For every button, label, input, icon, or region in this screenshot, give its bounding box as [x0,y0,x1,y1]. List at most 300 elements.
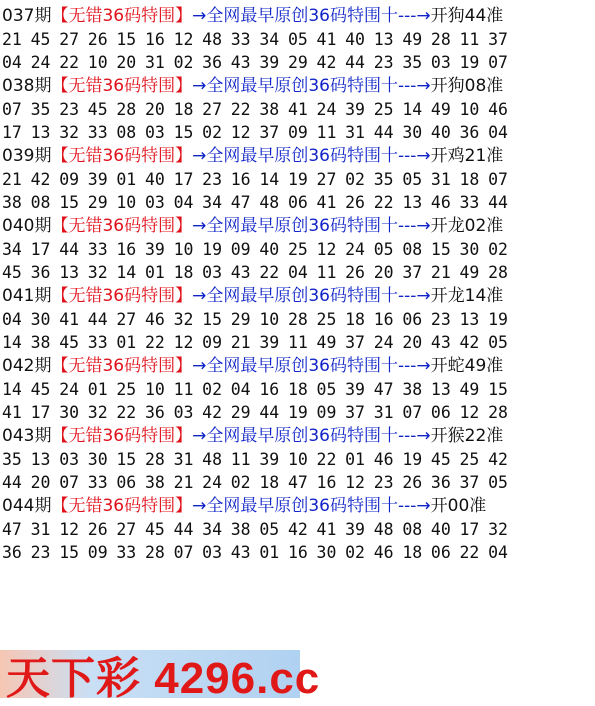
period-block [2,214,592,284]
number-cell: 39 [345,380,365,399]
number-cell: 15 [488,380,508,399]
number-cell: 18 [173,263,194,282]
number-cell: 28 [430,30,451,49]
period-number: 044期 [2,496,52,516]
number-cell: 04 [488,123,508,142]
number-cell: 36 [202,53,223,72]
number-cell: 10 [287,450,308,469]
number-row [2,378,592,401]
number-cell: 37 [259,123,280,142]
number-cell: 32 [173,310,194,329]
number-cell: 31 [345,123,365,142]
number-cell: 49 [402,30,423,49]
number-cell: 04 [2,53,22,72]
number-cell: 43 [230,543,251,562]
number-cell: 39 [345,520,365,539]
number-cell: 01 [87,380,108,399]
number-cell: 22 [230,100,251,119]
number-cell: 45 [30,30,51,49]
number-cell: 22 [459,543,480,562]
number-cell: 18 [345,310,365,329]
number-cell: 15 [173,123,194,142]
number-cell: 23 [59,100,80,119]
slogan-text: 【无错36码特围】 [51,146,193,166]
result-text: 开鸡21准 [430,146,504,166]
number-cell: 20 [373,263,394,282]
number-cell: 33 [116,543,137,562]
number-cell: 11 [459,30,480,49]
number-cell: 29 [287,53,308,72]
number-cell: 10 [87,53,108,72]
number-cell: 16 [287,543,308,562]
number-cell: 09 [230,240,251,259]
number-cell: 36 [430,473,451,492]
number-cell: 41 [316,30,337,49]
number-cell: 28 [144,543,165,562]
number-cell: 40 [345,30,365,49]
number-cell: 36 [2,543,22,562]
number-cell: 49 [459,380,480,399]
number-cell: 31 [430,170,451,189]
period-number: 041期 [2,286,52,306]
number-cell: 36 [459,123,480,142]
promo-text: →全网最早原创36码特围 [192,6,381,26]
slogan-text: 【无错36码特围】 [51,286,193,306]
number-cell: 12 [316,240,337,259]
number-cell: 13 [30,450,51,469]
document-body [2,4,592,564]
number-cell: 18 [259,473,280,492]
separator-arrow: 十---→ [380,356,431,376]
number-cell: 19 [488,310,508,329]
number-cell: 17 [2,123,22,142]
number-cell: 06 [430,543,451,562]
number-cell: 03 [59,450,80,469]
number-cell: 05 [373,240,394,259]
number-cell: 40 [259,240,280,259]
period-number: 039期 [2,146,52,166]
number-cell: 22 [373,193,394,212]
number-cell: 22 [59,53,80,72]
promo-text: →全网最早原创36码特围 [192,216,381,236]
number-cell: 37 [402,263,423,282]
number-cell: 27 [59,30,80,49]
number-cell: 05 [488,333,508,352]
number-cell: 28 [144,450,165,469]
number-cell: 38 [30,333,51,352]
number-cell: 18 [402,543,423,562]
number-cell: 09 [316,403,337,422]
number-cell: 02 [202,380,223,399]
number-row [2,98,592,121]
number-cell: 37 [345,403,365,422]
number-cell: 17 [459,520,480,539]
number-cell: 07 [2,100,22,119]
number-cell: 05 [287,30,308,49]
number-cell: 13 [402,193,423,212]
number-cell: 25 [459,450,480,469]
period-header [2,424,592,448]
number-cell: 42 [316,53,337,72]
number-cell: 12 [173,333,194,352]
number-cell: 27 [316,170,337,189]
number-cell: 02 [173,53,194,72]
number-cell: 25 [287,240,308,259]
number-cell: 01 [116,170,137,189]
number-cell: 07 [488,53,508,72]
slogan-text: 【无错36码特围】 [51,216,193,236]
period-header [2,354,592,378]
number-cell: 03 [202,263,223,282]
number-row [2,121,592,144]
number-cell: 46 [488,100,508,119]
number-cell: 39 [259,333,280,352]
number-cell: 09 [202,333,223,352]
slogan-text: 【无错36码特围】 [51,76,193,96]
number-cell: 40 [144,170,165,189]
number-cell: 15 [59,193,80,212]
number-cell: 30 [459,240,480,259]
number-cell: 19 [402,450,423,469]
number-cell: 21 [230,333,251,352]
number-cell: 25 [316,310,337,329]
number-cell: 39 [144,240,165,259]
number-cell: 20 [144,100,165,119]
number-cell: 19 [202,240,223,259]
number-cell: 44 [259,403,280,422]
number-cell: 29 [87,193,108,212]
number-cell: 34 [202,193,223,212]
number-cell: 21 [2,170,22,189]
number-cell: 22 [144,333,165,352]
number-cell: 32 [87,403,108,422]
period-block [2,74,592,144]
number-cell: 27 [116,520,137,539]
number-row [2,261,592,284]
number-cell: 41 [316,520,337,539]
number-cell: 47 [2,520,22,539]
number-cell: 03 [144,123,165,142]
number-cell: 16 [316,473,337,492]
number-cell: 19 [287,403,308,422]
number-cell: 39 [259,450,280,469]
number-cell: 45 [87,100,108,119]
number-cell: 17 [30,240,51,259]
number-cell: 14 [402,100,423,119]
separator-arrow: 十---→ [380,286,431,306]
number-cell: 01 [345,450,365,469]
number-cell: 47 [287,473,308,492]
slogan-text: 【无错36码特围】 [51,6,193,26]
number-cell: 25 [373,100,394,119]
number-cell: 02 [230,473,251,492]
number-cell: 35 [373,170,394,189]
number-cell: 24 [59,380,80,399]
number-cell: 16 [259,380,280,399]
number-cell: 33 [230,30,251,49]
number-cell: 38 [259,100,280,119]
number-cell: 24 [345,240,365,259]
promo-text: →全网最早原创36码特围 [192,146,381,166]
number-cell: 49 [459,263,480,282]
number-cell: 39 [345,100,365,119]
number-cell: 21 [173,473,194,492]
number-cell: 35 [2,450,22,469]
number-row [2,471,592,494]
number-cell: 26 [87,520,108,539]
number-cell: 42 [287,520,308,539]
period-header [2,74,592,98]
period-number: 042期 [2,356,52,376]
number-cell: 39 [259,53,280,72]
number-cell: 20 [402,333,423,352]
number-cell: 03 [430,53,451,72]
number-cell: 13 [373,30,394,49]
number-row [2,331,592,354]
number-cell: 49 [430,100,451,119]
period-number: 040期 [2,216,52,236]
number-cell: 13 [459,310,480,329]
number-cell: 41 [59,310,80,329]
promo-text: →全网最早原创36码特围 [192,76,381,96]
number-cell: 33 [87,333,108,352]
number-cell: 14 [116,263,137,282]
number-cell: 44 [59,240,80,259]
slogan-text: 【无错36码特围】 [51,426,193,446]
number-cell: 44 [488,193,508,212]
period-number: 043期 [2,426,52,446]
number-cell: 04 [230,380,251,399]
number-cell: 44 [345,53,365,72]
number-row [2,51,592,74]
number-cell: 15 [59,543,80,562]
number-cell: 31 [173,450,194,469]
number-cell: 24 [30,53,51,72]
number-cell: 20 [116,53,137,72]
number-cell: 25 [116,380,137,399]
number-cell: 15 [116,30,137,49]
number-cell: 39 [87,170,108,189]
number-cell: 35 [30,100,51,119]
number-cell: 28 [287,310,308,329]
number-cell: 35 [402,53,423,72]
number-cell: 26 [345,193,365,212]
number-cell: 10 [116,193,137,212]
number-cell: 41 [2,403,22,422]
number-cell: 45 [144,520,165,539]
number-cell: 01 [144,263,165,282]
number-cell: 48 [259,193,280,212]
separator-arrow: 十---→ [380,6,431,26]
number-cell: 06 [287,193,308,212]
number-cell: 06 [116,473,137,492]
result-text: 开狗08准 [430,76,504,96]
period-header [2,284,592,308]
number-row [2,518,592,541]
number-cell: 13 [430,380,451,399]
slogan-text: 【无错36码特围】 [51,356,193,376]
number-cell: 05 [488,473,508,492]
number-cell: 06 [430,403,451,422]
number-cell: 29 [230,403,251,422]
period-number: 038期 [2,76,52,96]
period-header [2,4,592,28]
number-cell: 16 [373,310,394,329]
number-cell: 33 [87,123,108,142]
number-cell: 18 [459,170,480,189]
number-cell: 19 [459,53,480,72]
number-cell: 30 [316,543,337,562]
number-cell: 42 [459,333,480,352]
number-cell: 42 [488,450,508,469]
number-cell: 15 [202,310,223,329]
number-cell: 04 [488,543,508,562]
number-cell: 45 [59,333,80,352]
number-cell: 49 [316,333,337,352]
number-cell: 44 [373,123,394,142]
number-cell: 34 [259,30,280,49]
separator-arrow: 十---→ [380,216,431,236]
number-cell: 02 [488,240,508,259]
site-logo: 天下彩 4296.cc [6,654,321,703]
number-cell: 21 [2,30,22,49]
number-cell: 15 [116,450,137,469]
number-cell: 42 [30,170,51,189]
number-cell: 44 [87,310,108,329]
number-cell: 30 [30,310,51,329]
number-cell: 38 [230,520,251,539]
result-text: 开狗44准 [430,6,504,26]
separator-arrow: 十---→ [380,496,431,516]
separator-arrow: 十---→ [380,76,431,96]
number-cell: 01 [259,543,280,562]
result-text: 开00准 [430,496,487,516]
number-cell: 23 [30,543,51,562]
number-cell: 26 [345,263,365,282]
number-cell: 22 [116,403,137,422]
number-cell: 14 [2,333,22,352]
number-cell: 07 [173,543,194,562]
period-block [2,424,592,494]
number-cell: 31 [373,403,394,422]
number-cell: 18 [287,380,308,399]
number-row [2,401,592,424]
number-cell: 02 [202,123,223,142]
number-cell: 11 [173,380,194,399]
number-cell: 43 [230,53,251,72]
number-cell: 07 [488,170,508,189]
number-cell: 03 [173,403,194,422]
promo-text: →全网最早原创36码特围 [192,426,381,446]
number-cell: 43 [430,333,451,352]
number-cell: 46 [430,193,451,212]
number-cell: 04 [173,193,194,212]
footer-watermark [0,640,595,703]
number-cell: 46 [144,310,165,329]
number-cell: 20 [30,473,51,492]
number-cell: 33 [87,473,108,492]
number-cell: 04 [287,263,308,282]
period-header [2,494,592,518]
number-cell: 08 [116,123,137,142]
number-cell: 06 [402,310,423,329]
number-cell: 07 [402,403,423,422]
number-cell: 09 [59,170,80,189]
number-cell: 37 [459,473,480,492]
number-cell: 12 [173,30,194,49]
number-cell: 11 [316,123,337,142]
number-cell: 46 [373,543,394,562]
number-cell: 11 [230,450,251,469]
number-cell: 40 [430,123,451,142]
result-text: 开龙14准 [430,286,504,306]
number-cell: 24 [373,333,394,352]
number-row [2,448,592,471]
number-cell: 05 [402,170,423,189]
number-row [2,168,592,191]
number-cell: 44 [2,473,22,492]
number-cell: 48 [202,30,223,49]
separator-arrow: 十---→ [380,426,431,446]
number-cell: 05 [259,520,280,539]
promo-text: →全网最早原创36码特围 [192,286,381,306]
number-cell: 08 [30,193,51,212]
number-cell: 27 [116,310,137,329]
number-cell: 43 [230,263,251,282]
number-cell: 15 [430,240,451,259]
number-cell: 12 [345,473,365,492]
number-cell: 08 [402,240,423,259]
number-cell: 32 [87,263,108,282]
number-cell: 48 [373,520,394,539]
result-text: 开猴22准 [430,426,504,446]
number-cell: 34 [2,240,22,259]
number-row [2,308,592,331]
period-block [2,354,592,424]
number-cell: 47 [230,193,251,212]
number-cell: 02 [345,543,365,562]
number-cell: 47 [373,380,394,399]
period-header [2,144,592,168]
number-cell: 10 [459,100,480,119]
number-cell: 23 [373,473,394,492]
number-cell: 29 [230,310,251,329]
result-text: 开蛇49准 [430,356,504,376]
number-cell: 30 [59,403,80,422]
number-cell: 23 [430,310,451,329]
number-cell: 16 [230,170,251,189]
number-cell: 45 [30,380,51,399]
number-cell: 10 [144,380,165,399]
number-cell: 14 [2,380,22,399]
number-cell: 23 [373,53,394,72]
number-cell: 16 [116,240,137,259]
period-block [2,144,592,214]
number-cell: 27 [202,100,223,119]
number-cell: 38 [2,193,22,212]
number-cell: 13 [59,263,80,282]
number-cell: 28 [488,403,508,422]
number-cell: 46 [373,450,394,469]
number-cell: 24 [316,100,337,119]
number-cell: 19 [287,170,308,189]
number-cell: 32 [488,520,508,539]
number-cell: 31 [144,53,165,72]
number-cell: 26 [402,473,423,492]
number-row [2,541,592,564]
result-text: 开龙02准 [430,216,504,236]
number-cell: 10 [259,310,280,329]
